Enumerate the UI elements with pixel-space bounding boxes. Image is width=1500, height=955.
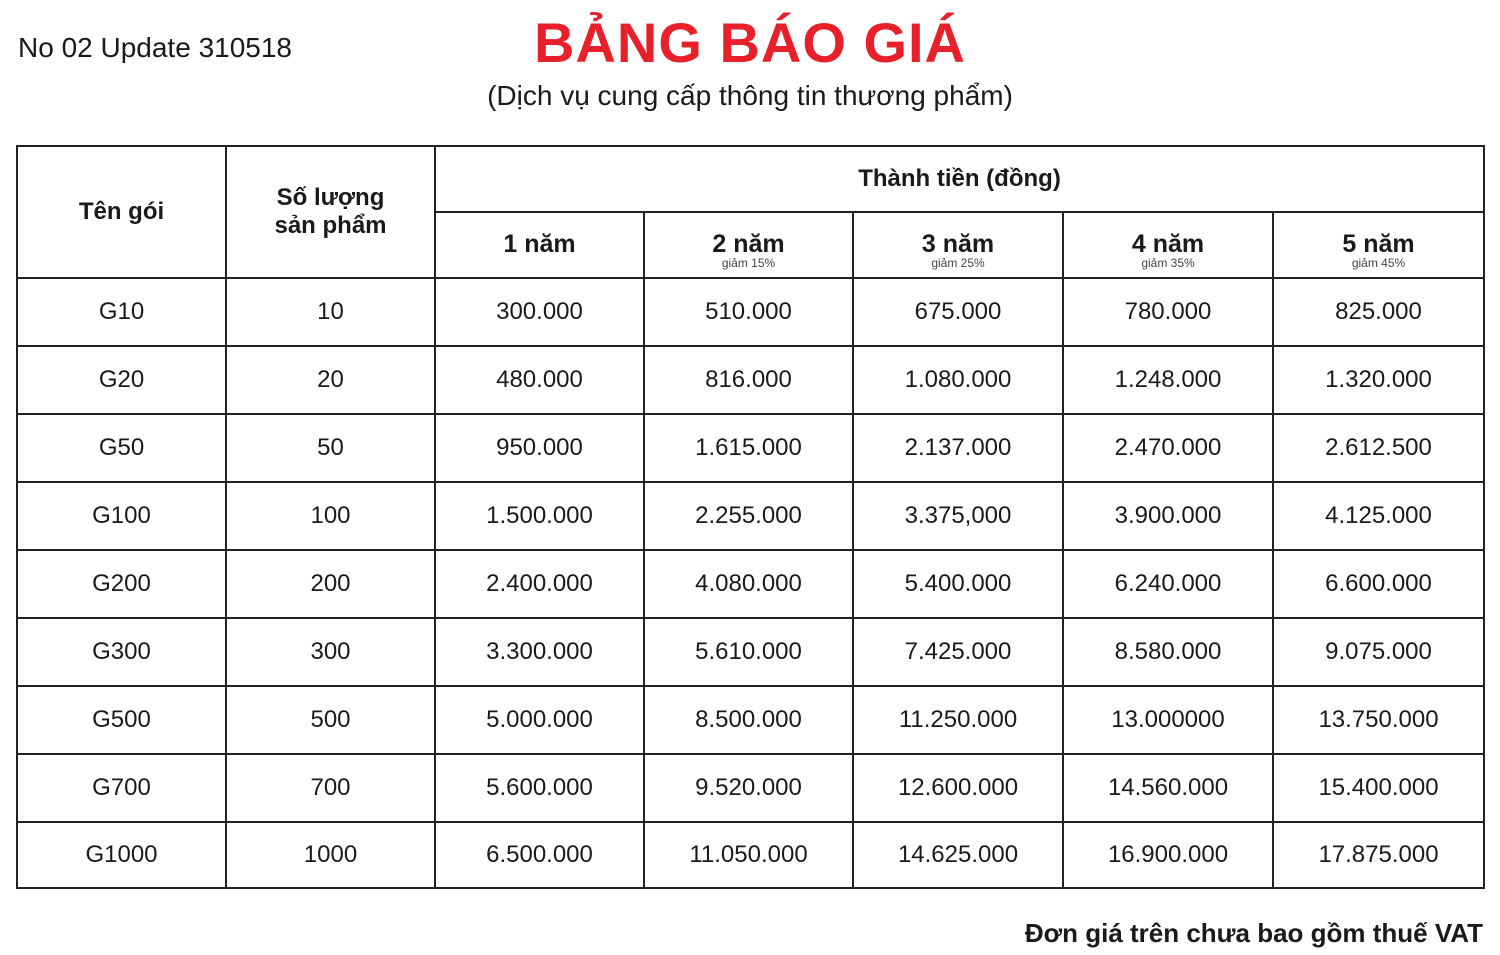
price-cell: 2.612.500 (1273, 414, 1484, 482)
package-cell: G1000 (17, 822, 226, 888)
price-cell: 2.400.000 (435, 550, 644, 618)
header-package (17, 146, 226, 278)
package-cell: G200 (17, 550, 226, 618)
table-row (17, 754, 1484, 822)
price-cell: 14.625.000 (853, 822, 1063, 888)
price-cell: 8.580.000 (1063, 618, 1273, 686)
year-discount: giảm 15% (721, 256, 776, 270)
price-table-body (17, 278, 1484, 888)
price-cell: 950.000 (435, 414, 644, 482)
price-cell: 780.000 (1063, 278, 1273, 346)
package-cell: G300 (17, 618, 226, 686)
year-header (1273, 212, 1484, 278)
table-row (17, 346, 1484, 414)
price-cell: 7.425.000 (853, 618, 1063, 686)
price-cell: 11.050.000 (644, 822, 853, 888)
price-cell: 2.255.000 (644, 482, 853, 550)
price-cell: 480.000 (435, 346, 644, 414)
price-cell: 5.400.000 (853, 550, 1063, 618)
quantity-cell: 100 (226, 482, 435, 550)
price-cell: 5.000.000 (435, 686, 644, 754)
price-cell: 2.137.000 (853, 414, 1063, 482)
price-cell: 1.248.000 (1063, 346, 1273, 414)
table-row (17, 414, 1484, 482)
year-header (853, 212, 1063, 278)
header-package-label: Tên gói (78, 198, 165, 225)
price-cell: 9.075.000 (1273, 618, 1484, 686)
package-cell: G50 (17, 414, 226, 482)
price-cell: 13.750.000 (1273, 686, 1484, 754)
version-label: No 02 Update 310518 (18, 32, 292, 63)
package-cell: G10 (17, 278, 226, 346)
header-quantity-line2: sản phẩm (274, 212, 387, 239)
year-discount: giảm 25% (931, 256, 985, 270)
price-cell: 6.600.000 (1273, 550, 1484, 618)
year-header (435, 212, 644, 278)
header-amount-label: Thành tiền (đồng) (858, 165, 1061, 192)
header-quantity (226, 146, 435, 278)
price-cell: 17.875.000 (1273, 822, 1484, 888)
price-cell: 16.900.000 (1063, 822, 1273, 888)
year-label: 3 năm (921, 230, 995, 258)
price-cell: 2.470.000 (1063, 414, 1273, 482)
price-table (16, 145, 1485, 889)
price-cell: 8.500.000 (644, 686, 853, 754)
price-cell: 6.500.000 (435, 822, 644, 888)
price-cell: 510.000 (644, 278, 853, 346)
price-cell: 5.610.000 (644, 618, 853, 686)
price-cell: 1.615.000 (644, 414, 853, 482)
year-discount: giảm 45% (1351, 256, 1406, 270)
quantity-cell: 300 (226, 618, 435, 686)
quantity-cell: 1000 (226, 822, 435, 888)
price-cell: 5.600.000 (435, 754, 644, 822)
quantity-cell: 20 (226, 346, 435, 414)
price-cell: 825.000 (1273, 278, 1484, 346)
header-quantity-line1: Số lượng (276, 184, 385, 211)
header-amount (435, 146, 1484, 212)
price-cell: 12.600.000 (853, 754, 1063, 822)
price-cell: 4.080.000 (644, 550, 853, 618)
price-cell: 1.080.000 (853, 346, 1063, 414)
year-label: 2 năm (712, 230, 785, 258)
page-subtitle: (Dịch vụ cung cấp thông tin thương phẩm) (487, 80, 1013, 111)
package-cell: G20 (17, 346, 226, 414)
package-cell: G700 (17, 754, 226, 822)
price-cell: 3.300.000 (435, 618, 644, 686)
package-cell: G100 (17, 482, 226, 550)
price-cell: 4.125.000 (1273, 482, 1484, 550)
price-cell: 816.000 (644, 346, 853, 414)
price-cell: 300.000 (435, 278, 644, 346)
price-cell: 1.320.000 (1273, 346, 1484, 414)
price-cell: 3.375,000 (853, 482, 1063, 550)
page-title: BẢNG BÁO GIÁ (534, 11, 966, 74)
table-row (17, 278, 1484, 346)
price-cell: 3.900.000 (1063, 482, 1273, 550)
price-cell: 9.520.000 (644, 754, 853, 822)
quantity-cell: 500 (226, 686, 435, 754)
quantity-cell: 50 (226, 414, 435, 482)
year-discount: giảm 35% (1141, 256, 1195, 270)
year-label: 1 năm (503, 230, 576, 258)
table-row (17, 822, 1484, 888)
quantity-cell: 10 (226, 278, 435, 346)
price-cell: 675.000 (853, 278, 1063, 346)
year-header (644, 212, 853, 278)
vat-note: Đơn giá trên chưa bao gồm thuế VAT (1024, 918, 1483, 948)
price-cell: 13.000000 (1063, 686, 1273, 754)
quantity-cell: 700 (226, 754, 435, 822)
price-cell: 1.500.000 (435, 482, 644, 550)
table-row (17, 618, 1484, 686)
year-discount (436, 257, 643, 269)
price-cell: 11.250.000 (853, 686, 1063, 754)
table-row (17, 550, 1484, 618)
quantity-cell: 200 (226, 550, 435, 618)
year-header (1063, 212, 1273, 278)
table-row (17, 686, 1484, 754)
table-row (17, 482, 1484, 550)
price-cell: 15.400.000 (1273, 754, 1484, 822)
year-label: 5 năm (1342, 230, 1415, 258)
package-cell: G500 (17, 686, 226, 754)
price-cell: 14.560.000 (1063, 754, 1273, 822)
price-cell: 6.240.000 (1063, 550, 1273, 618)
year-label: 4 năm (1131, 230, 1205, 258)
